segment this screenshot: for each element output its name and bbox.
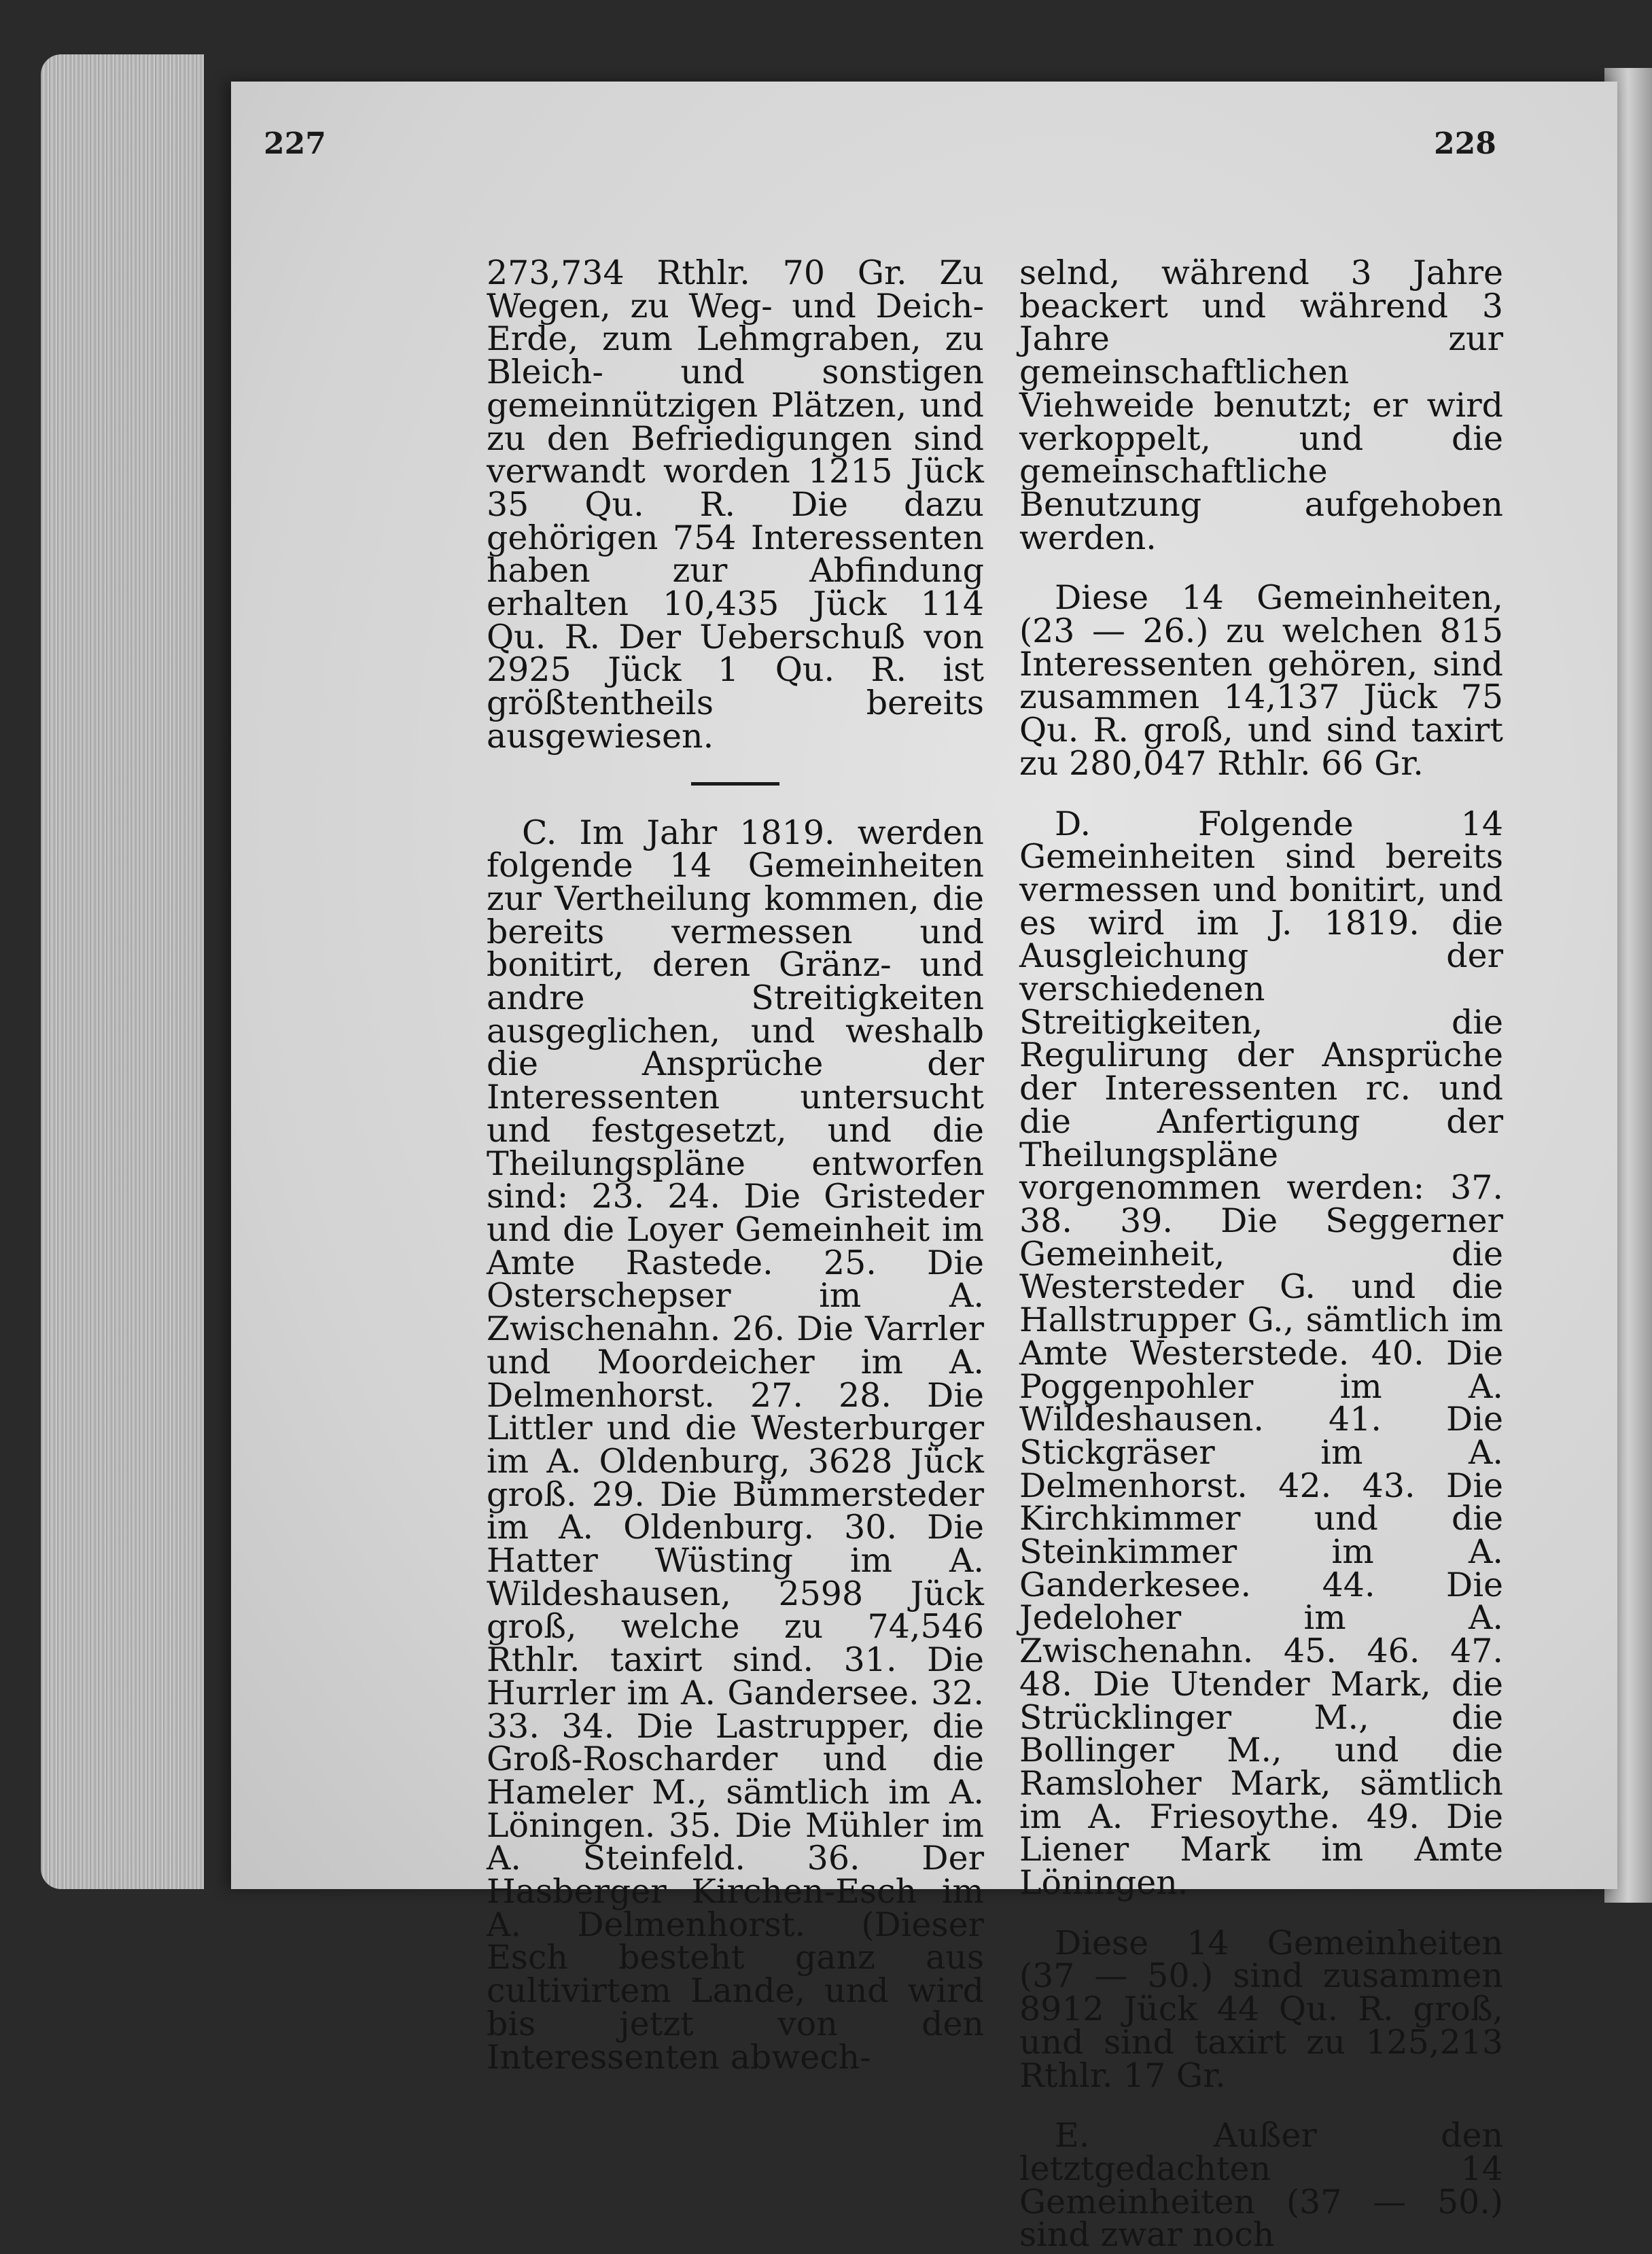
text-column-right [1019, 253, 1503, 2254]
paragraph: Diese 14 Gemeinheiten (37 — 50.) sind zusammen 8912 Jück 44 Qu. R. groß, und sind taxirt zu 125,213 Rthlr. 17 Gr. [1019, 1923, 1503, 2095]
page-number-left: 227 [264, 126, 326, 161]
paragraph: Diese 14 Gemeinheiten, (23 — 26.) zu welchen 815 Interessenten gehören, sind zusammen 14,137 Jück 75 Qu. R. groß, und sind taxirt zu 280,047 Rthlr. 66 Gr. [1019, 578, 1503, 783]
paragraph: E. Außer den letztgedachten 14 Gemeinheiten (37 — 50.) sind zwar noch [1019, 2116, 1503, 2254]
page-number-right: 228 [1434, 126, 1496, 161]
paragraph: 273,734 Rthlr. 70 Gr. Zu Wegen, zu Weg- und Deich-Erde, zum Lehmgraben, zu Bleich- und sonstigen gemeinnützigen Plätzen, und zu den Befriedigungen sind verwandt worden 1215 Jück 35 Qu. R. Die dazu gehörigen 754 Interessenten haben zur Abfindung erhalten 10,435 Jück 114 Qu. R. Der Ueberschuß von 2925 Jück 1 Qu. R. ist größtentheils bereits ausgewiesen. [487, 253, 984, 756]
book-page-edges [41, 54, 204, 1889]
paragraph: D. Folgende 14 Gemeinheiten sind bereits vermessen und bonitirt, und es wird im J. 1819. die Ausgleichung der verschiedenen Streitigkeiten, die Regulirung der Ansprüche der Interessenten rc. und die Anfertigung der Theilungspläne vorgenommen werden: 37. 38. 39. Die Seggerner Gemeinheit, die Westersteder G. und die Hallstrupper G., sämtlich im Amte Westerstede. 40. Die Poggenpohler im A. Wildeshausen. 41. Die Stickgräser im A. Delmenhorst. 42. 43. Die Kirchkimmer und die Steinkimmer im A. Ganderkesee. 44. Die Jedeloher im A. Zwischenahn. 45. 46. 47. 48. Die Utender Mark, die Strücklinger M., die Bollinger M., und die Ramsloher Mark, sämtlich im A. Friesoythe. 49. Die Liener Mark im Amte Löningen. [1019, 804, 1503, 1903]
paragraph: C. Im Jahr 1819. werden folgende 14 Gemeinheiten zur Vertheilung kommen, die bereits vermessen und bonitirt, deren Gränz- und andre Streitigkeiten ausgeglichen, und weshalb die Ansprüche der Interessenten untersucht und festgesetzt, und die Theilungspläne entworfen sind: 23. 24. Die Gristeder und die Loyer Gemeinheit im Amte Rastede. 25. Die Osterschepser im A. Zwischenahn. 26. Die Varrler und Moordeicher im A. Delmenhorst. 27. 28. Die Littler und die Westerburger im A. Oldenburg, 3628 Jück groß. 29. Die Bümmersteder im A. Oldenburg. 30. Die Hatter Wüsting im A. Wildeshausen, 2598 Jück groß, welche zu 74,546 Rthlr. taxirt sind. 31. Die Hurrler im A. Gandersee. 32. 33. 34. Die Lastrupper, die Groß-Roscharder und die Hameler M., sämtlich im A. Löningen. 35. Die Mühler im A. Steinfeld. 36. Der Hasberger Kirchen-Esch im A. Delmenhorst. (Dieser Esch besteht ganz aus cultivirtem Lande, und wird bis jetzt von den Interessenten abwech- [487, 813, 984, 2077]
text-column-left [487, 253, 984, 2077]
paragraph: selnd, während 3 Jahre beackert und während 3 Jahre zur gemeinschaftlichen Viehweide benutzt; er wird verkoppelt, und die gemeinschaftliche Benutzung aufgehoben werden. [1019, 253, 1503, 557]
section-divider [691, 782, 779, 786]
